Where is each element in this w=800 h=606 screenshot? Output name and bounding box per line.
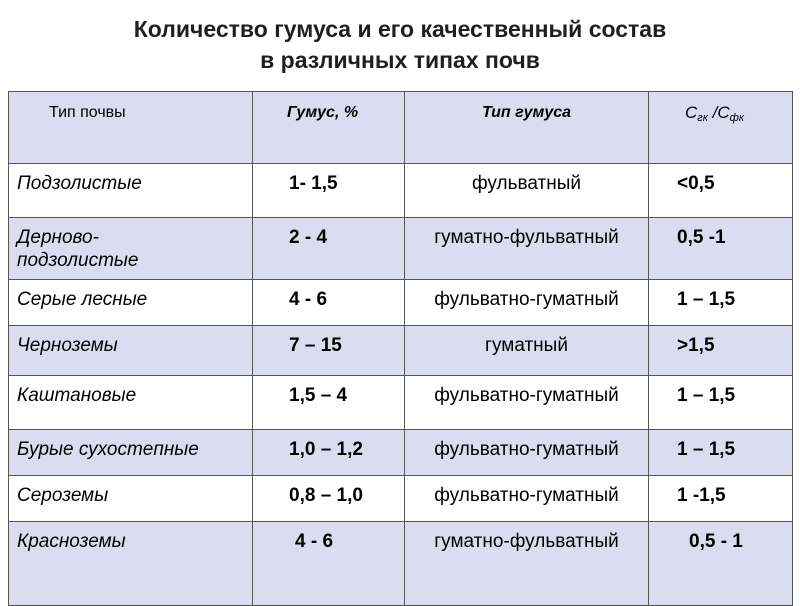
cell-ratio: 1 – 1,5 [649,430,793,476]
cell-humus-type: фульватно-гуматный [405,430,649,476]
cell-ratio: 0,5 -1 [649,218,793,280]
cell-humus: 2 - 4 [253,218,405,280]
header-ratio [649,92,793,164]
header-humus: Гумус, % [253,92,405,164]
header-ratio-sub2: фк [729,112,745,124]
table-row [9,326,793,376]
table-row [9,218,793,280]
cell-soil: Бурые сухостепные [9,430,253,476]
cell-humus: 4 - 6 [253,280,405,326]
table-row [9,476,793,522]
cell-humus-type: гуматный [405,326,649,376]
cell-soil: Подзолистые [9,164,253,218]
cell-ratio: 0,5 - 1 [649,522,793,606]
table-row [9,430,793,476]
cell-humus-type: фульватно-гуматный [405,476,649,522]
title-line-2: в различных типах почв [260,47,540,73]
page-title [0,14,800,76]
table-row [9,522,793,606]
cell-ratio: 1 – 1,5 [649,376,793,430]
cell-ratio: >1,5 [649,326,793,376]
cell-soil: Черноземы [9,326,253,376]
cell-humus-type: фульватный [405,164,649,218]
header-humus-type: Тип гумуса [405,92,649,164]
header-soil-type: Тип почвы [9,92,253,164]
cell-humus-type: гуматно-фульватный [405,522,649,606]
cell-humus-type: гуматно-фульватный [405,218,649,280]
cell-humus: 7 – 15 [253,326,405,376]
cell-soil: Серые лесные [9,280,253,326]
cell-soil: Сероземы [9,476,253,522]
cell-ratio: 1 -1,5 [649,476,793,522]
cell-ratio: <0,5 [649,164,793,218]
cell-humus: 1,5 – 4 [253,376,405,430]
header-ratio-sub1: гк [697,112,708,124]
table-header-row [9,92,793,164]
header-ratio-sep: /С [707,103,730,122]
cell-humus: 0,8 – 1,0 [253,476,405,522]
title-line-1: Количество гумуса и его качественный состав [133,16,667,42]
cell-soil: Красноземы [9,522,253,606]
header-ratio-c1: С [685,103,698,122]
table-row [9,376,793,430]
soil-humus-table [8,91,793,606]
cell-humus: 1- 1,5 [253,164,405,218]
cell-soil: Дерново-подзолистые [9,218,253,280]
cell-humus-type: фульватно-гуматный [405,376,649,430]
table-row [9,164,793,218]
cell-humus: 4 - 6 [253,522,405,606]
cell-humus-type: фульватно-гуматный [405,280,649,326]
cell-ratio: 1 – 1,5 [649,280,793,326]
cell-soil: Каштановые [9,376,253,430]
cell-humus: 1,0 – 1,2 [253,430,405,476]
table-row [9,280,793,326]
